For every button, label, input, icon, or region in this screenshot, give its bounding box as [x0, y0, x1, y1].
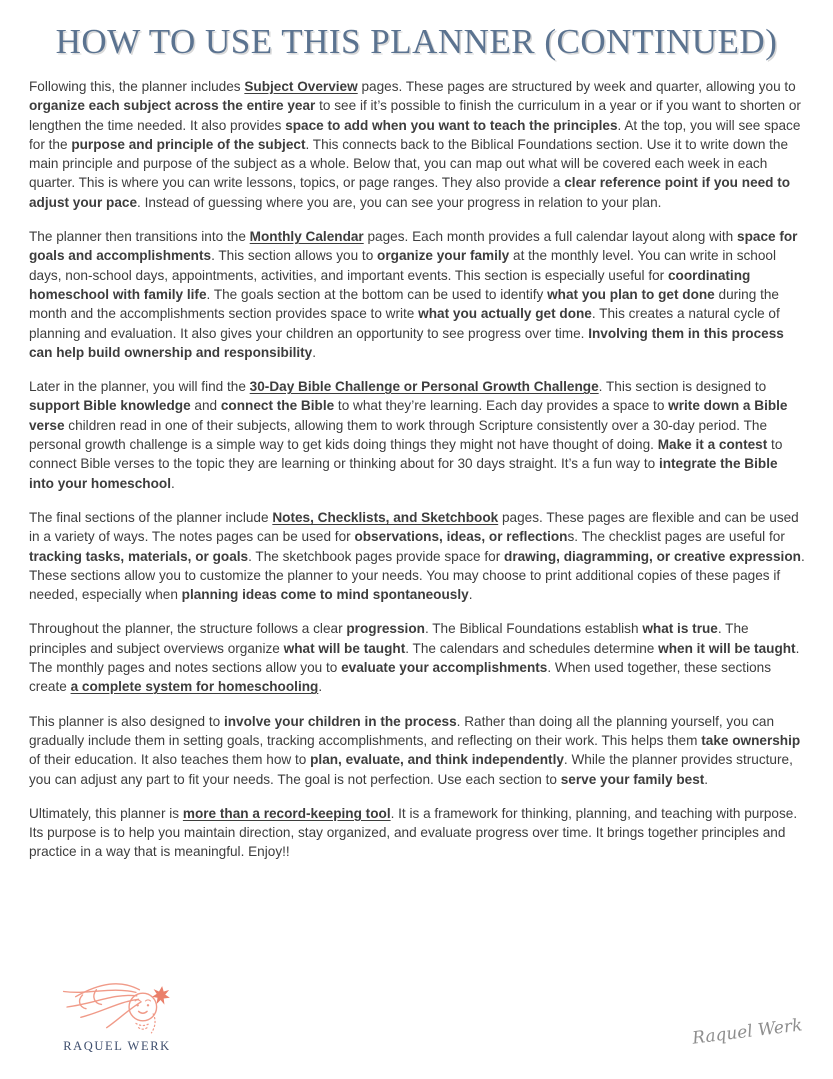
brand-logo [52, 976, 182, 1054]
text-run: . It is a framework for thinking, planning, and teaching with purpose. Its purpose is to help you maintain direction, stay organized, and evaluate progress over time. It brings together principles and practice in a way that is meaningful. Enjoy!! [29, 805, 798, 860]
text-run: serve your family best [560, 771, 705, 787]
text-run: what is true [642, 621, 718, 637]
text-run: . The Biblical Foundations establish [424, 621, 643, 637]
text-run: . [704, 771, 709, 787]
text-run: plan, evaluate, and think independently [310, 752, 564, 768]
text-run: a complete system for homeschooling [70, 679, 319, 695]
text-run: Later in the planner, you will find the [29, 379, 250, 395]
logo-girl-illustration-icon [52, 976, 182, 1038]
text-run: organize each subject across the entire year [29, 98, 316, 114]
text-run: pages. Each month provides a full calendar layout along with [363, 229, 738, 245]
text-run: . These sections allow you to customize the planner to your needs. You may choose to print additional copies of these pages if needed, especially when [29, 548, 805, 603]
text-run: write down a Bible verse [29, 398, 788, 433]
text-run: to see if it’s possible to finish the curriculum in a year or if you want to shorten or lengthen the time needed. It also provides [29, 98, 801, 133]
text-run: at the monthly level. You can write in school days, non-school days, appointments, activities, and important events. This section is especially useful for [29, 248, 776, 283]
text-run: and [190, 398, 221, 414]
text-run: . Rather than doing all the planning yourself, you can gradually include them in setting goals, tracking accomplishments, and reflecting on their work. This helps them [29, 713, 775, 748]
text-run: organize your family [377, 248, 510, 264]
text-run: Throughout the planner, the structure follows a clear [29, 621, 347, 637]
text-run: planning ideas come to mind spontaneously [181, 587, 469, 603]
text-run: what you plan to get done [547, 286, 715, 302]
body-paragraph [29, 227, 806, 362]
text-run: . This section allows you to [211, 248, 378, 264]
text-run: . When used together, these sections create [29, 660, 772, 695]
text-run: integrate the Bible into your homeschool [29, 456, 778, 491]
text-run: . This connects back to the Biblical Foundations section. Use it to write down the main principle and purpose of the subject as a whole. Below that, you can map out what will be covered each week in each quarter. This is where you can write lessons, topics, or page ranges. They also provide a [29, 136, 789, 191]
text-run: 30-Day Bible Challenge or Personal Growth Challenge [249, 379, 599, 395]
body-paragraph [29, 377, 806, 493]
text-run: . [312, 344, 317, 360]
text-run: observations, ideas, or reflection [354, 529, 568, 545]
text-run: coordinating homeschool with family life [29, 267, 751, 302]
text-run: to what they’re learning. Each day provides a space to [334, 398, 669, 414]
page-title: HOW TO USE THIS PLANNER (CONTINUED) [55, 22, 778, 61]
body-paragraph [29, 619, 806, 696]
text-run: support Bible knowledge [29, 398, 191, 414]
text-run: . [318, 679, 323, 695]
text-run: children read in one of their subjects, allowing them to work through Scripture consistently over a 30-day period. The personal growth challenge is a simple way to get kids doing things they might not have thought of doing. [29, 417, 767, 453]
text-run: pages. These pages are flexible and can be used in a variety of ways. The notes pages can be used for [29, 509, 799, 545]
text-run: Make it a contest [657, 437, 768, 453]
text-run: to connect Bible verses to the topic they are learning or thinking about for 30 days straight. It’s a fun way to [29, 437, 783, 472]
body-paragraph [29, 508, 806, 604]
logo-wordmark: RAQUEL WERK [63, 1039, 171, 1053]
text-run: . The calendars and schedules determine [405, 640, 659, 656]
text-run: . The monthly pages and notes sections allow you to [29, 640, 800, 676]
text-run: progression [346, 621, 425, 637]
text-run: take ownership [701, 732, 801, 748]
text-run: Subject Overview [244, 79, 358, 94]
text-run: during the month and the accomplishments section provides space to write [29, 286, 779, 322]
body-paragraph [29, 712, 806, 789]
text-run: more than a record-keeping tool [182, 805, 391, 821]
text-run: Involving them in this process can help build ownership and responsibility [29, 325, 784, 360]
body-paragraph [29, 77, 806, 212]
text-run: what you actually get done [418, 306, 592, 322]
text-run: Monthly Calendar [249, 229, 364, 245]
text-run: The final sections of the planner include [29, 509, 273, 525]
text-run: . This section is designed to [598, 379, 767, 395]
text-run: drawing, diagramming, or creative expression [504, 548, 801, 564]
text-run: space to add when you want to teach the principles [285, 117, 618, 133]
text-run: s. The checklist pages are useful for [567, 529, 785, 545]
text-run: . The goals section at the bottom can be used to identify [206, 286, 548, 302]
text-run: Following this, the planner includes [29, 79, 245, 94]
text-run: This planner is also designed to [29, 713, 224, 729]
text-run: when it will be taught [658, 640, 796, 656]
text-run: . This creates a natural cycle of planning and evaluation. It also gives your children an opportunity to see progress over time. [29, 306, 780, 341]
text-run: . The principles and subject overviews organize [29, 621, 749, 656]
signature: Raquel Werk [691, 1015, 804, 1049]
text-run: . At the top, you will see space for the [29, 117, 801, 152]
text-run: connect the Bible [220, 398, 335, 414]
text-run: Notes, Checklists, and Sketchbook [272, 509, 499, 525]
body-paragraph [29, 804, 806, 862]
body-paragraphs [29, 77, 806, 877]
text-run: tracking tasks, materials, or goals [29, 548, 249, 564]
text-run: of their education. It also teaches them how to [29, 752, 311, 768]
text-run: involve your children in the process [223, 713, 457, 729]
text-run: . [468, 587, 473, 603]
text-run: space for goals and accomplishments [29, 229, 798, 264]
text-run: evaluate your accomplishments [341, 660, 548, 676]
text-run: purpose and principle of the subject [71, 136, 306, 152]
text-run: . While the planner provides structure, you can adjust any part to fit your needs. The goal is not perfection. Use each section to [29, 752, 793, 787]
text-run: . The sketchbook pages provide space for [248, 548, 505, 564]
text-run: . [170, 475, 175, 491]
text-run: pages. These pages are structured by week and quarter, allowing you to [357, 79, 796, 94]
text-run: clear reference point if you need to adjust your pace [29, 175, 791, 210]
text-run: The planner then transitions into the [29, 229, 250, 245]
text-run: what will be taught [283, 640, 406, 656]
text-run: Ultimately, this planner is [29, 805, 183, 821]
text-run: . Instead of guessing where you are, you can see your progress in relation to your plan. [137, 194, 662, 210]
